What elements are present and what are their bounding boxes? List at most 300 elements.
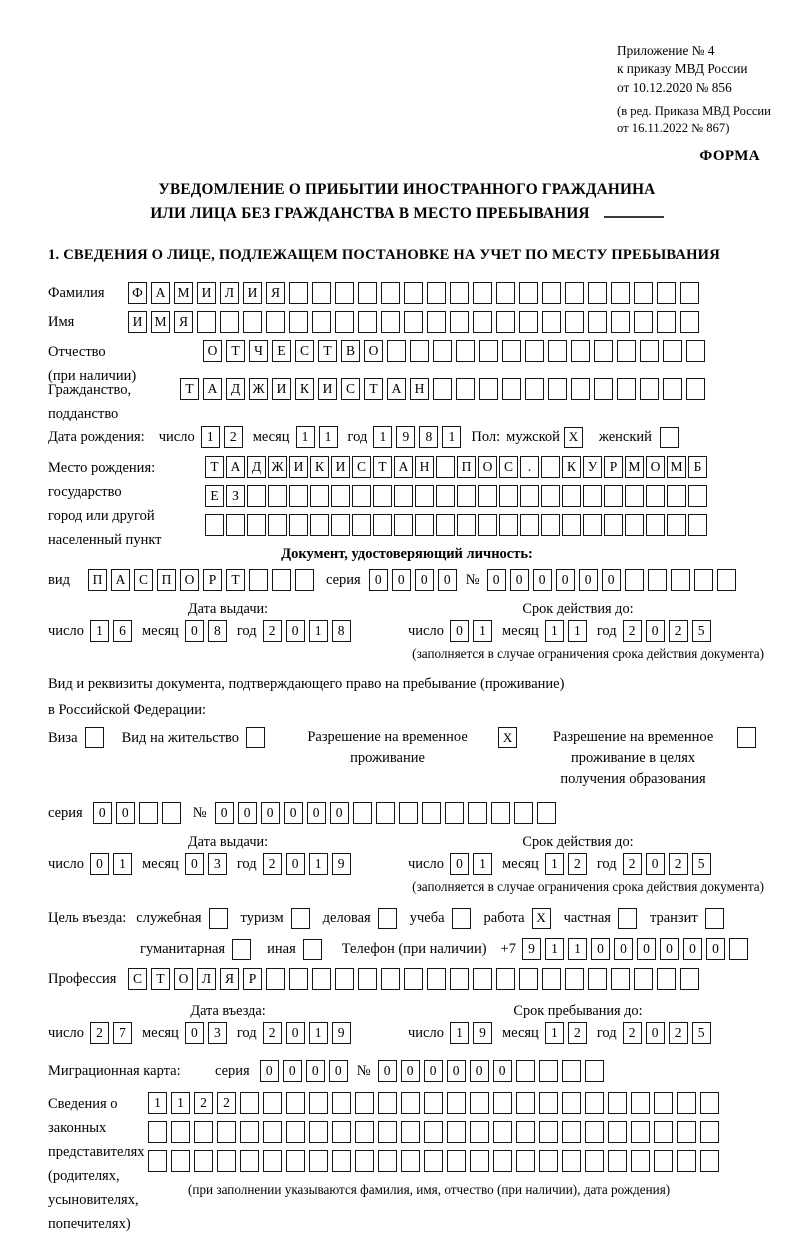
char-cell[interactable]	[470, 1150, 489, 1172]
char-cell[interactable]	[456, 340, 475, 362]
char-cell[interactable]: 0	[637, 938, 656, 960]
char-cell[interactable]	[539, 1121, 558, 1143]
char-cell[interactable]	[548, 378, 567, 400]
char-cell[interactable]: 2	[263, 853, 282, 875]
char-cell[interactable]: 3	[208, 853, 227, 875]
char-cell[interactable]	[240, 1092, 259, 1114]
char-cell[interactable]: Л	[220, 282, 239, 304]
char-cell[interactable]: Л	[197, 968, 216, 990]
char-cell[interactable]: И	[128, 311, 147, 333]
char-cell[interactable]: 0	[215, 802, 234, 824]
temp-residence-education-checkbox[interactable]	[737, 727, 756, 748]
char-cell[interactable]: 1	[309, 853, 328, 875]
char-cell[interactable]	[331, 514, 350, 536]
char-cell[interactable]	[162, 802, 181, 824]
char-cell[interactable]	[289, 282, 308, 304]
char-cell[interactable]	[585, 1121, 604, 1143]
char-cell[interactable]	[266, 311, 285, 333]
char-cell[interactable]	[433, 340, 452, 362]
char-cell[interactable]	[519, 968, 538, 990]
char-cell[interactable]: С	[134, 569, 153, 591]
char-cell[interactable]	[604, 514, 623, 536]
char-cell[interactable]	[473, 282, 492, 304]
char-cell[interactable]: 0	[306, 1060, 325, 1082]
char-cell[interactable]	[427, 968, 446, 990]
char-cell[interactable]	[516, 1060, 535, 1082]
char-cell[interactable]: А	[387, 378, 406, 400]
char-cell[interactable]	[427, 311, 446, 333]
char-cell[interactable]: 0	[286, 620, 305, 642]
char-cell[interactable]: 0	[286, 1022, 305, 1044]
char-cell[interactable]	[335, 311, 354, 333]
char-cell[interactable]	[312, 282, 331, 304]
char-cell[interactable]: О	[478, 456, 497, 478]
char-cell[interactable]	[286, 1150, 305, 1172]
char-cell[interactable]	[667, 514, 686, 536]
char-cell[interactable]: Е	[272, 340, 291, 362]
char-cell[interactable]: 1	[309, 1022, 328, 1044]
char-cell[interactable]: 2	[623, 1022, 642, 1044]
char-cell[interactable]: П	[88, 569, 107, 591]
char-cell[interactable]	[478, 514, 497, 536]
char-cell[interactable]	[499, 514, 518, 536]
char-cell[interactable]: О	[174, 968, 193, 990]
char-cell[interactable]	[671, 569, 690, 591]
char-cell[interactable]	[312, 968, 331, 990]
char-cell[interactable]: М	[151, 311, 170, 333]
char-cell[interactable]: С	[499, 456, 518, 478]
char-cell[interactable]	[217, 1121, 236, 1143]
char-cell[interactable]: Т	[373, 456, 392, 478]
char-cell[interactable]	[263, 1092, 282, 1114]
char-cell[interactable]	[240, 1150, 259, 1172]
char-cell[interactable]: 2	[669, 853, 688, 875]
char-cell[interactable]	[139, 802, 158, 824]
char-cell[interactable]	[268, 485, 287, 507]
char-cell[interactable]	[447, 1092, 466, 1114]
char-cell[interactable]: 1	[545, 620, 564, 642]
char-cell[interactable]: 8	[419, 426, 438, 448]
char-cell[interactable]	[473, 311, 492, 333]
char-cell[interactable]	[447, 1150, 466, 1172]
char-cell[interactable]	[289, 968, 308, 990]
char-cell[interactable]	[516, 1150, 535, 1172]
char-cell[interactable]	[289, 311, 308, 333]
char-cell[interactable]	[680, 968, 699, 990]
char-cell[interactable]	[611, 282, 630, 304]
char-cell[interactable]: П	[157, 569, 176, 591]
char-cell[interactable]: 0	[447, 1060, 466, 1082]
char-cell[interactable]	[608, 1150, 627, 1172]
char-cell[interactable]: 0	[487, 569, 506, 591]
char-cell[interactable]	[496, 311, 515, 333]
char-cell[interactable]: 0	[260, 1060, 279, 1082]
char-cell[interactable]	[266, 968, 285, 990]
char-cell[interactable]	[263, 1121, 282, 1143]
char-cell[interactable]	[289, 514, 308, 536]
sex-male-checkbox[interactable]: X	[564, 427, 583, 448]
char-cell[interactable]	[631, 1092, 650, 1114]
char-cell[interactable]	[353, 802, 372, 824]
char-cell[interactable]	[335, 282, 354, 304]
char-cell[interactable]	[373, 485, 392, 507]
char-cell[interactable]: 0	[90, 853, 109, 875]
char-cell[interactable]: 0	[284, 802, 303, 824]
char-cell[interactable]	[608, 1092, 627, 1114]
char-cell[interactable]: 0	[660, 938, 679, 960]
purpose-option-checkbox[interactable]	[209, 908, 228, 929]
char-cell[interactable]: Т	[205, 456, 224, 478]
char-cell[interactable]: С	[128, 968, 147, 990]
char-cell[interactable]	[520, 485, 539, 507]
char-cell[interactable]	[381, 968, 400, 990]
char-cell[interactable]	[148, 1150, 167, 1172]
char-cell[interactable]	[332, 1121, 351, 1143]
char-cell[interactable]: О	[646, 456, 665, 478]
char-cell[interactable]: Р	[203, 569, 222, 591]
char-cell[interactable]	[717, 569, 736, 591]
char-cell[interactable]: 0	[646, 1022, 665, 1044]
char-cell[interactable]: О	[180, 569, 199, 591]
char-cell[interactable]	[519, 282, 538, 304]
char-cell[interactable]: Е	[205, 485, 224, 507]
char-cell[interactable]	[562, 514, 581, 536]
char-cell[interactable]: К	[295, 378, 314, 400]
char-cell[interactable]: М	[625, 456, 644, 478]
char-cell[interactable]: 2	[669, 620, 688, 642]
char-cell[interactable]	[352, 485, 371, 507]
char-cell[interactable]: 2	[263, 620, 282, 642]
char-cell[interactable]	[401, 1121, 420, 1143]
char-cell[interactable]: 6	[113, 620, 132, 642]
char-cell[interactable]	[496, 282, 515, 304]
char-cell[interactable]: 0	[646, 853, 665, 875]
char-cell[interactable]: 1	[309, 620, 328, 642]
char-cell[interactable]: 0	[369, 569, 388, 591]
char-cell[interactable]	[677, 1150, 696, 1172]
char-cell[interactable]	[663, 378, 682, 400]
char-cell[interactable]: И	[272, 378, 291, 400]
char-cell[interactable]	[240, 1121, 259, 1143]
char-cell[interactable]	[243, 311, 262, 333]
char-cell[interactable]	[654, 1121, 673, 1143]
char-cell[interactable]: 0	[392, 569, 411, 591]
char-cell[interactable]	[585, 1150, 604, 1172]
char-cell[interactable]	[604, 485, 623, 507]
char-cell[interactable]: 0	[470, 1060, 489, 1082]
char-cell[interactable]	[404, 282, 423, 304]
char-cell[interactable]	[479, 340, 498, 362]
char-cell[interactable]	[286, 1092, 305, 1114]
char-cell[interactable]	[399, 802, 418, 824]
char-cell[interactable]	[588, 311, 607, 333]
temp-residence-checkbox[interactable]: X	[498, 727, 517, 748]
char-cell[interactable]	[562, 1092, 581, 1114]
char-cell[interactable]	[247, 514, 266, 536]
char-cell[interactable]: 9	[522, 938, 541, 960]
char-cell[interactable]: Ж	[268, 456, 287, 478]
char-cell[interactable]: 0	[286, 853, 305, 875]
char-cell[interactable]	[217, 1150, 236, 1172]
char-cell[interactable]	[436, 514, 455, 536]
char-cell[interactable]	[394, 485, 413, 507]
char-cell[interactable]: 1	[148, 1092, 167, 1114]
char-cell[interactable]	[470, 1092, 489, 1114]
char-cell[interactable]	[686, 378, 705, 400]
char-cell[interactable]: 0	[510, 569, 529, 591]
char-cell[interactable]	[247, 485, 266, 507]
char-cell[interactable]	[447, 1121, 466, 1143]
char-cell[interactable]	[410, 340, 429, 362]
char-cell[interactable]	[450, 311, 469, 333]
char-cell[interactable]: 0	[185, 620, 204, 642]
char-cell[interactable]	[654, 1092, 673, 1114]
char-cell[interactable]: .	[520, 456, 539, 478]
char-cell[interactable]	[667, 485, 686, 507]
char-cell[interactable]: 2	[224, 426, 243, 448]
char-cell[interactable]	[562, 1121, 581, 1143]
char-cell[interactable]	[401, 1150, 420, 1172]
char-cell[interactable]: О	[364, 340, 383, 362]
char-cell[interactable]	[376, 802, 395, 824]
char-cell[interactable]: Б	[688, 456, 707, 478]
char-cell[interactable]: 1	[442, 426, 461, 448]
char-cell[interactable]	[594, 340, 613, 362]
char-cell[interactable]: С	[352, 456, 371, 478]
char-cell[interactable]	[640, 340, 659, 362]
char-cell[interactable]	[542, 968, 561, 990]
char-cell[interactable]	[445, 802, 464, 824]
char-cell[interactable]: У	[583, 456, 602, 478]
char-cell[interactable]: 0	[330, 802, 349, 824]
char-cell[interactable]: Н	[410, 378, 429, 400]
char-cell[interactable]	[585, 1092, 604, 1114]
residence-permit-checkbox[interactable]	[246, 727, 265, 748]
char-cell[interactable]	[470, 1121, 489, 1143]
char-cell[interactable]: 0	[307, 802, 326, 824]
char-cell[interactable]	[611, 311, 630, 333]
char-cell[interactable]: И	[331, 456, 350, 478]
char-cell[interactable]	[625, 485, 644, 507]
char-cell[interactable]	[686, 340, 705, 362]
char-cell[interactable]	[387, 340, 406, 362]
char-cell[interactable]	[646, 485, 665, 507]
char-cell[interactable]	[565, 311, 584, 333]
sex-female-checkbox[interactable]	[660, 427, 679, 448]
char-cell[interactable]	[433, 378, 452, 400]
char-cell[interactable]	[729, 938, 748, 960]
char-cell[interactable]: Т	[318, 340, 337, 362]
char-cell[interactable]: 1	[319, 426, 338, 448]
char-cell[interactable]	[648, 569, 667, 591]
char-cell[interactable]	[309, 1121, 328, 1143]
char-cell[interactable]	[450, 282, 469, 304]
char-cell[interactable]: 1	[171, 1092, 190, 1114]
char-cell[interactable]	[415, 485, 434, 507]
char-cell[interactable]	[565, 968, 584, 990]
char-cell[interactable]: Т	[151, 968, 170, 990]
char-cell[interactable]	[394, 514, 413, 536]
char-cell[interactable]	[525, 340, 544, 362]
char-cell[interactable]: 2	[194, 1092, 213, 1114]
purpose-option-checkbox[interactable]	[291, 908, 310, 929]
char-cell[interactable]	[583, 485, 602, 507]
char-cell[interactable]	[436, 485, 455, 507]
char-cell[interactable]	[335, 968, 354, 990]
char-cell[interactable]	[657, 968, 676, 990]
char-cell[interactable]	[519, 311, 538, 333]
purpose-option-checkbox[interactable]	[618, 908, 637, 929]
char-cell[interactable]: 1	[545, 1022, 564, 1044]
char-cell[interactable]	[479, 378, 498, 400]
char-cell[interactable]	[457, 485, 476, 507]
char-cell[interactable]	[289, 485, 308, 507]
char-cell[interactable]: 0	[602, 569, 621, 591]
char-cell[interactable]	[272, 569, 291, 591]
char-cell[interactable]	[677, 1092, 696, 1114]
char-cell[interactable]	[539, 1150, 558, 1172]
char-cell[interactable]	[415, 514, 434, 536]
purpose-option-checkbox[interactable]	[378, 908, 397, 929]
char-cell[interactable]	[493, 1150, 512, 1172]
char-cell[interactable]	[583, 514, 602, 536]
char-cell[interactable]: 7	[113, 1022, 132, 1044]
char-cell[interactable]: 9	[396, 426, 415, 448]
char-cell[interactable]	[378, 1150, 397, 1172]
char-cell[interactable]	[516, 1121, 535, 1143]
char-cell[interactable]	[332, 1150, 351, 1172]
char-cell[interactable]	[478, 485, 497, 507]
char-cell[interactable]	[457, 514, 476, 536]
char-cell[interactable]	[171, 1150, 190, 1172]
char-cell[interactable]	[502, 378, 521, 400]
char-cell[interactable]	[680, 282, 699, 304]
char-cell[interactable]: О	[203, 340, 222, 362]
char-cell[interactable]	[657, 311, 676, 333]
char-cell[interactable]	[539, 1060, 558, 1082]
char-cell[interactable]: 0	[614, 938, 633, 960]
char-cell[interactable]: 1	[545, 938, 564, 960]
char-cell[interactable]	[541, 456, 560, 478]
char-cell[interactable]: 0	[579, 569, 598, 591]
char-cell[interactable]: Т	[226, 340, 245, 362]
char-cell[interactable]	[634, 282, 653, 304]
char-cell[interactable]	[378, 1092, 397, 1114]
char-cell[interactable]	[404, 311, 423, 333]
char-cell[interactable]	[541, 485, 560, 507]
char-cell[interactable]: К	[562, 456, 581, 478]
char-cell[interactable]: 2	[623, 853, 642, 875]
char-cell[interactable]	[631, 1150, 650, 1172]
char-cell[interactable]	[473, 968, 492, 990]
char-cell[interactable]: Т	[180, 378, 199, 400]
char-cell[interactable]: И	[289, 456, 308, 478]
char-cell[interactable]	[378, 1121, 397, 1143]
char-cell[interactable]	[358, 311, 377, 333]
char-cell[interactable]	[608, 1121, 627, 1143]
char-cell[interactable]: 0	[283, 1060, 302, 1082]
char-cell[interactable]	[542, 282, 561, 304]
char-cell[interactable]	[562, 485, 581, 507]
char-cell[interactable]	[456, 378, 475, 400]
char-cell[interactable]	[625, 569, 644, 591]
char-cell[interactable]	[309, 1150, 328, 1172]
purpose-option-checkbox[interactable]: X	[532, 908, 551, 929]
char-cell[interactable]: 0	[185, 853, 204, 875]
char-cell[interactable]: Ч	[249, 340, 268, 362]
char-cell[interactable]	[493, 1121, 512, 1143]
char-cell[interactable]	[502, 340, 521, 362]
char-cell[interactable]: А	[226, 456, 245, 478]
char-cell[interactable]: 1	[450, 1022, 469, 1044]
char-cell[interactable]	[499, 485, 518, 507]
char-cell[interactable]: 1	[473, 620, 492, 642]
char-cell[interactable]	[640, 378, 659, 400]
char-cell[interactable]: 3	[208, 1022, 227, 1044]
char-cell[interactable]: 0	[238, 802, 257, 824]
char-cell[interactable]: 2	[90, 1022, 109, 1044]
char-cell[interactable]: 2	[568, 1022, 587, 1044]
char-cell[interactable]	[539, 1092, 558, 1114]
char-cell[interactable]	[700, 1150, 719, 1172]
char-cell[interactable]: 8	[332, 620, 351, 642]
char-cell[interactable]: Я	[266, 282, 285, 304]
char-cell[interactable]: И	[318, 378, 337, 400]
char-cell[interactable]: 0	[533, 569, 552, 591]
char-cell[interactable]: К	[310, 456, 329, 478]
char-cell[interactable]	[562, 1060, 581, 1082]
char-cell[interactable]	[352, 514, 371, 536]
char-cell[interactable]	[688, 514, 707, 536]
char-cell[interactable]: Ф	[128, 282, 147, 304]
char-cell[interactable]	[680, 311, 699, 333]
char-cell[interactable]	[694, 569, 713, 591]
char-cell[interactable]	[663, 340, 682, 362]
char-cell[interactable]	[332, 1092, 351, 1114]
char-cell[interactable]	[588, 282, 607, 304]
char-cell[interactable]	[309, 1092, 328, 1114]
char-cell[interactable]	[450, 968, 469, 990]
char-cell[interactable]: Д	[226, 378, 245, 400]
char-cell[interactable]	[197, 311, 216, 333]
char-cell[interactable]: 9	[332, 853, 351, 875]
char-cell[interactable]	[514, 802, 533, 824]
char-cell[interactable]: Р	[243, 968, 262, 990]
char-cell[interactable]	[194, 1121, 213, 1143]
char-cell[interactable]: И	[197, 282, 216, 304]
char-cell[interactable]: 5	[692, 620, 711, 642]
char-cell[interactable]: 0	[424, 1060, 443, 1082]
char-cell[interactable]	[427, 282, 446, 304]
char-cell[interactable]	[424, 1150, 443, 1172]
char-cell[interactable]	[520, 514, 539, 536]
char-cell[interactable]: 1	[373, 426, 392, 448]
char-cell[interactable]	[588, 968, 607, 990]
char-cell[interactable]: Т	[226, 569, 245, 591]
char-cell[interactable]	[654, 1150, 673, 1172]
char-cell[interactable]: А	[111, 569, 130, 591]
char-cell[interactable]: 0	[185, 1022, 204, 1044]
char-cell[interactable]	[312, 311, 331, 333]
char-cell[interactable]: 5	[692, 853, 711, 875]
char-cell[interactable]: И	[243, 282, 262, 304]
char-cell[interactable]: 1	[568, 620, 587, 642]
char-cell[interactable]	[571, 378, 590, 400]
char-cell[interactable]: 0	[438, 569, 457, 591]
char-cell[interactable]: 1	[113, 853, 132, 875]
char-cell[interactable]	[585, 1060, 604, 1082]
char-cell[interactable]: 0	[415, 569, 434, 591]
